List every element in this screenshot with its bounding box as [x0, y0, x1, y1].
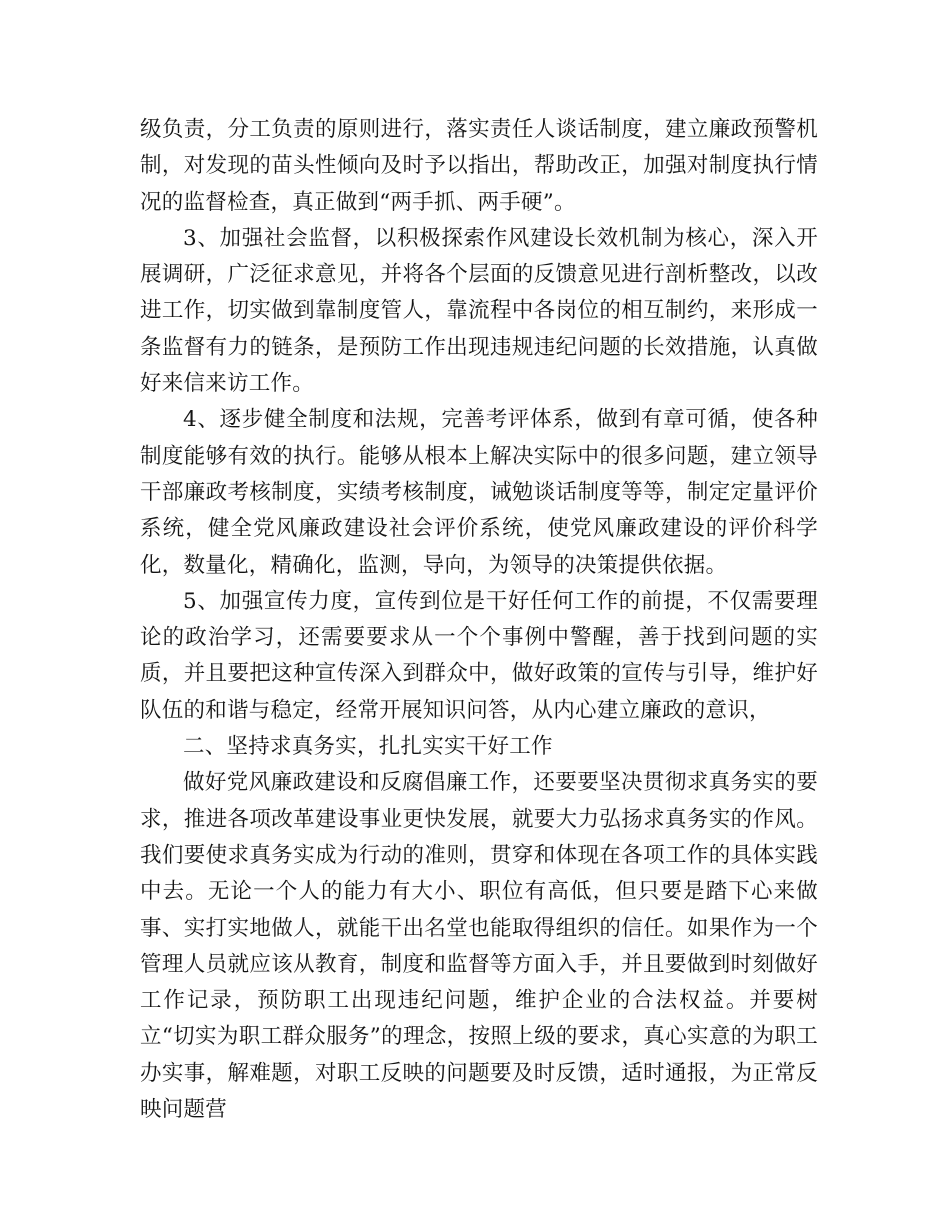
paragraph-continuation: 级负责，分工负责的原则进行，落实责任人谈话制度，建立廉政预警机制，对发现的苗头性倾向及时予以指出，帮助改正，加强对制度执行情况的监督检查，真正做到“两手抓、两手硬”。 — [140, 117, 818, 215]
paragraph-item-4: 4、逐步健全制度和法规，完善考评体系，做到有章可循，使各种制度能够有效的执行。能够从根本上解决实际中的很多问题，建立领导干部廉政考核制度，实绩考核制度，诫勉谈话制度等等，制定定量评价系统，健全党风廉政建设社会评价系统，使党风廉政建设的评价科学化，数量化，精确化，监测，导向，为领导的决策提供依据。 — [140, 407, 818, 578]
paragraph-item-5: 5、加强宣传力度，宣传到位是干好任何工作的前提，不仅需要理论的政治学习，还需要要求从一个个事例中警醒，善于找到问题的实质，并且要把这种宣传深入到群众中，做好政策的宣传与引导，维护好队伍的和谐与稳定，经常开展知识问答，从内心建立廉政的意识， — [140, 588, 818, 723]
paragraph-section-body: 做好党风廉政建设和反腐倡廉工作，还要要坚决贯彻求真务实的要求，推进各项改革建设事业更快发展，就要大力弘扬求真务实的作风。我们要使求真务实成为行动的准则，贯穿和体现在各项工作的具体实践中去。无论一个人的能力有大小、职位有高低，但只要是踏下心来做事、实打实地做人，就能干出名堂也能取得组织的信任。如果作为一个管理人员就应该从教育，制度和监督等方面入手，并且要做到时刻做好工作记录，预防职工出现违纪问题，维护企业的合法权益。并要树立“切实为职工群众服务”的理念，按照上级的要求，真心实意的为职工办实事，解难题，对职工反映的问题要及时反馈，适时通报，为正常反映问题营 — [140, 770, 818, 1123]
section-heading: 二、坚持求真务实，扎扎实实干好工作 — [183, 734, 553, 760]
document-body — [140, 112, 818, 1128]
paragraph-item-3: 3、加强社会监督，以积极探索作风建设长效机制为核心，深入开展调研，广泛征求意见，并将各个层面的反馈意见进行剖析整改，以改进工作，切实做到靠制度管人，靠流程中各岗位的相互制约，来形成一条监督有力的链条，是预防工作出现违规违纪问题的长效措施，认真做好来信来访工作。 — [140, 225, 818, 397]
